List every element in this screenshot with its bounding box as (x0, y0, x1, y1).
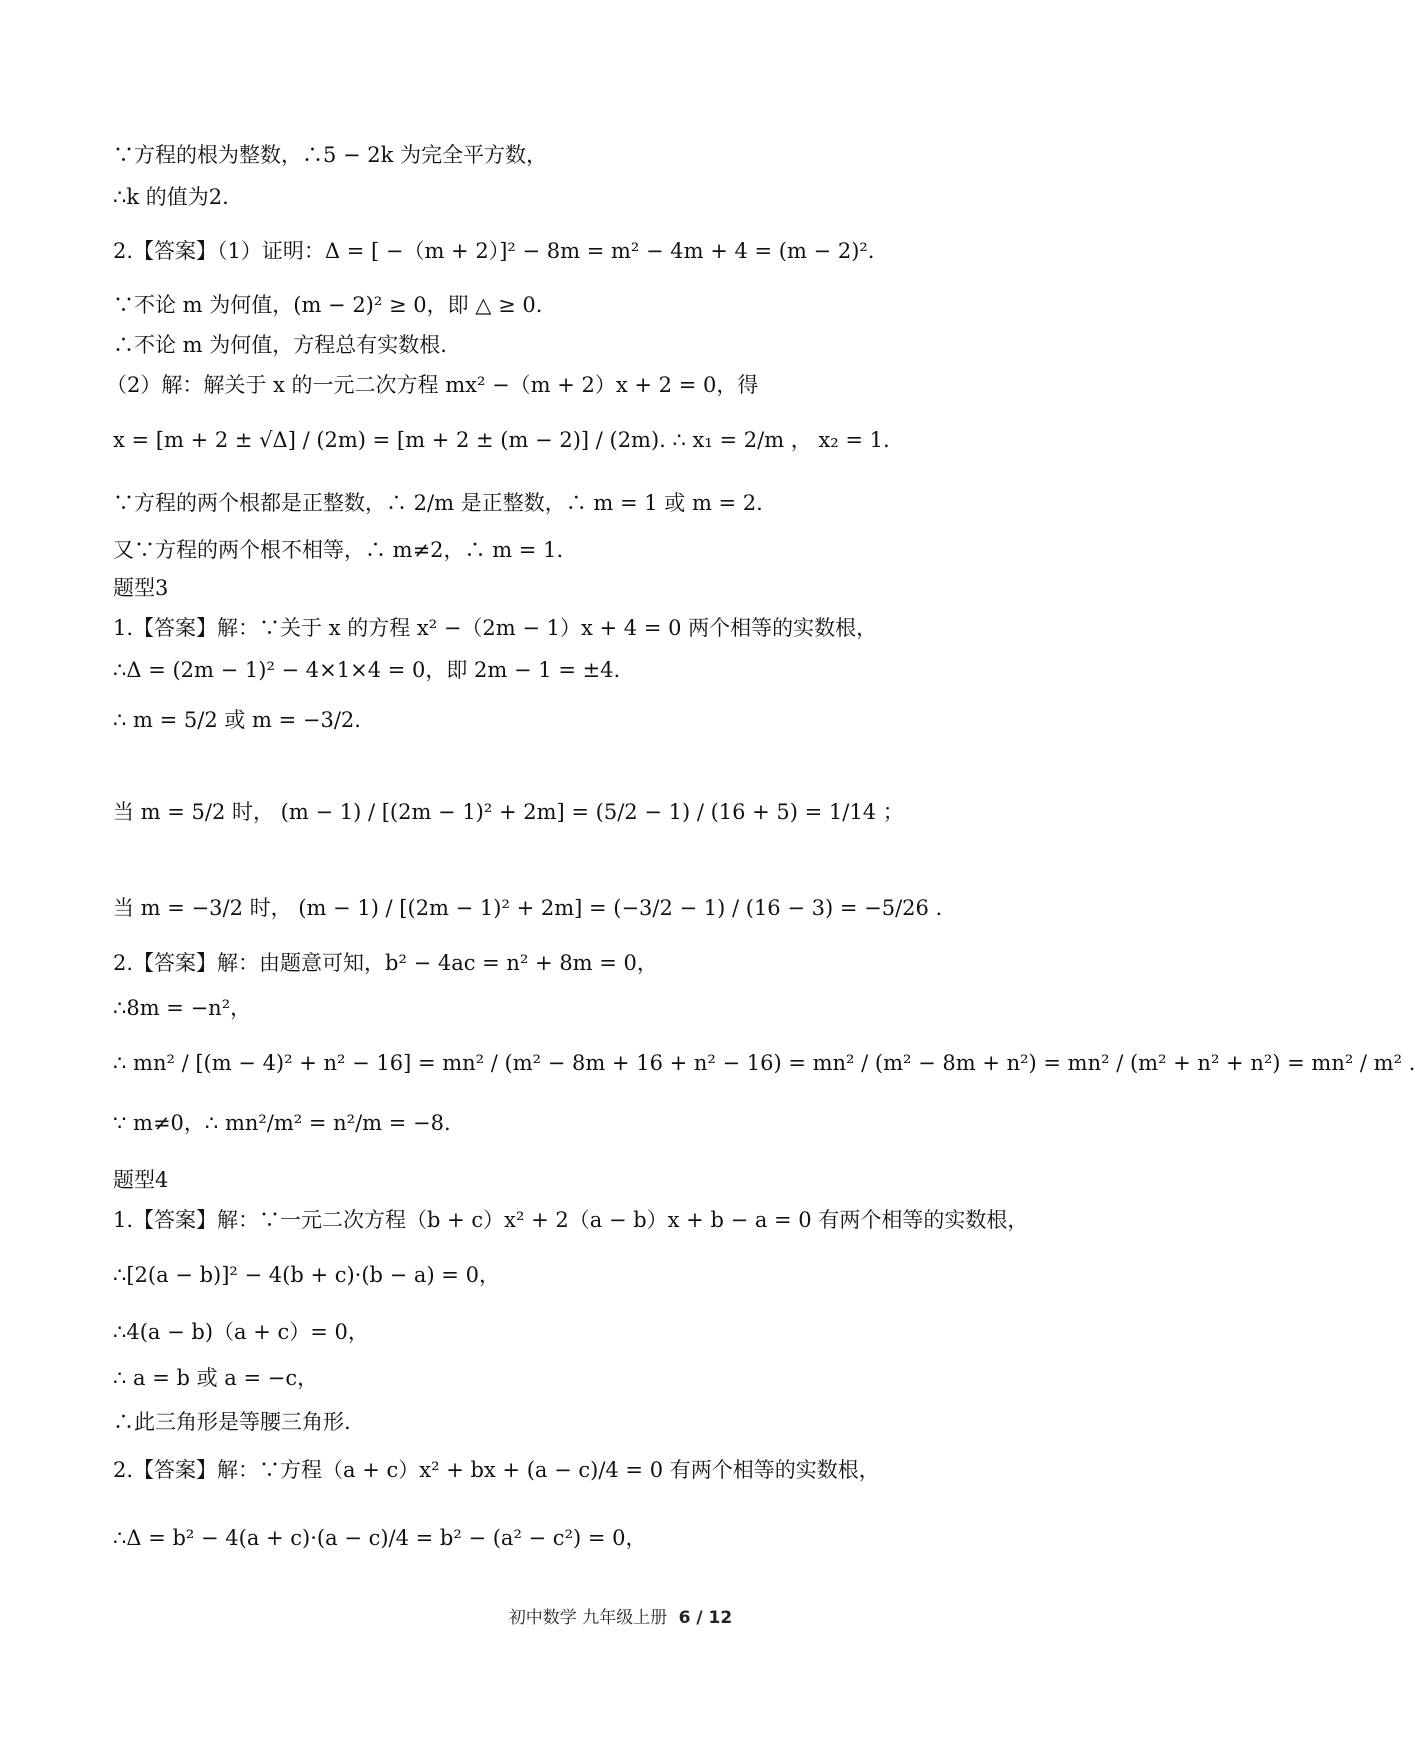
text-line: ∴Δ = b² − 4(a + c)·(a − c)/4 = b² − (a² − c²) = 0， (113, 1526, 647, 1550)
text-line: ∴ m = 5/2 或 m = −3/2. (113, 708, 361, 732)
text-line: 当 m = −3/2 时， (m − 1) / [(2m − 1)² + 2m] = (−3/2 − 1) / (16 − 3) = −5/26 . (113, 896, 943, 920)
text-line: ∴ mn² / [(m − 4)² + n² − 16] = mn² / (m² − 8m + 16 + n² − 16) = mn² / (m² − 8m + n²) = mn² / (m² + n² + n²) = mn² / m² . (113, 1051, 1415, 1075)
text-line: ∵ m≠0，∴ mn²/m² = n²/m = −8. (113, 1111, 451, 1135)
text-line: 题型3 (113, 576, 169, 600)
page-number: 6 / 12 (678, 1608, 733, 1628)
text-line: ∵方程的两个根都是正整数，∴ 2/m 是正整数，∴ m = 1 或 m = 2. (113, 491, 763, 515)
text-line: 又∵方程的两个根不相等，∴ m≠2，∴ m = 1. (113, 538, 564, 562)
page-footer (0, 1603, 1241, 1628)
text-line: ∴[2(a − b)]² − 4(b + c)·(b − a) = 0， (113, 1263, 500, 1287)
text-line: 当 m = 5/2 时， (m − 1) / [(2m − 1)² + 2m] = (5/2 − 1) / (16 + 5) = 1/14 ； (113, 800, 904, 824)
text-line: 题型4 (113, 1168, 169, 1192)
text-line: ∴k 的值为2. (113, 185, 229, 209)
text-line: ∴此三角形是等腰三角形. (113, 1410, 351, 1434)
text-line: ∴Δ = (2m − 1)² − 4×1×4 = 0，即 2m − 1 = ±4. (113, 658, 621, 682)
text-line: （2）解：解关于 x 的一元二次方程 mx² −（m + 2）x + 2 = 0，得 (106, 373, 759, 397)
text-line: 2.【答案】（1）证明：Δ = [ −（m + 2）]² − 8m = m² − 4m + 4 = (m − 2)². (113, 239, 875, 263)
text-line: ∴ a = b 或 a = −c， (113, 1366, 319, 1390)
text-line: 2.【答案】解：由题意可知，b² − 4ac = n² + 8m = 0， (113, 951, 658, 975)
text-line: 1.【答案】解：∵关于 x 的方程 x² −（2m − 1）x + 4 = 0 两个相等的实数根， (113, 616, 878, 640)
text-line: x = [m + 2 ± √Δ] / (2m) = [m + 2 ± (m − 2)] / (2m). ∴ x₁ = 2/m ， x₂ = 1. (113, 428, 890, 452)
text-line: ∵不论 m 为何值，(m − 2)² ≥ 0，即 △ ≥ 0. (113, 293, 543, 317)
text-line: 1.【答案】解：∵一元二次方程（b + c）x² + 2（a − b）x + b − a = 0 有两个相等的实数根， (113, 1208, 1029, 1232)
text-line: 2.【答案】解：∵方程（a + c）x² + bx + (a − c)/4 = 0 有两个相等的实数根， (113, 1458, 880, 1482)
footer-label: 初中数学 九年级上册 (508, 1608, 668, 1628)
text-line: ∴4(a − b)（a + c）= 0， (113, 1320, 369, 1344)
text-line: ∴不论 m 为何值，方程总有实数根. (113, 333, 447, 357)
text-line: ∵方程的根为整数，∴5 − 2k 为完全平方数， (113, 143, 548, 167)
text-line: ∴8m = −n²， (113, 996, 252, 1020)
